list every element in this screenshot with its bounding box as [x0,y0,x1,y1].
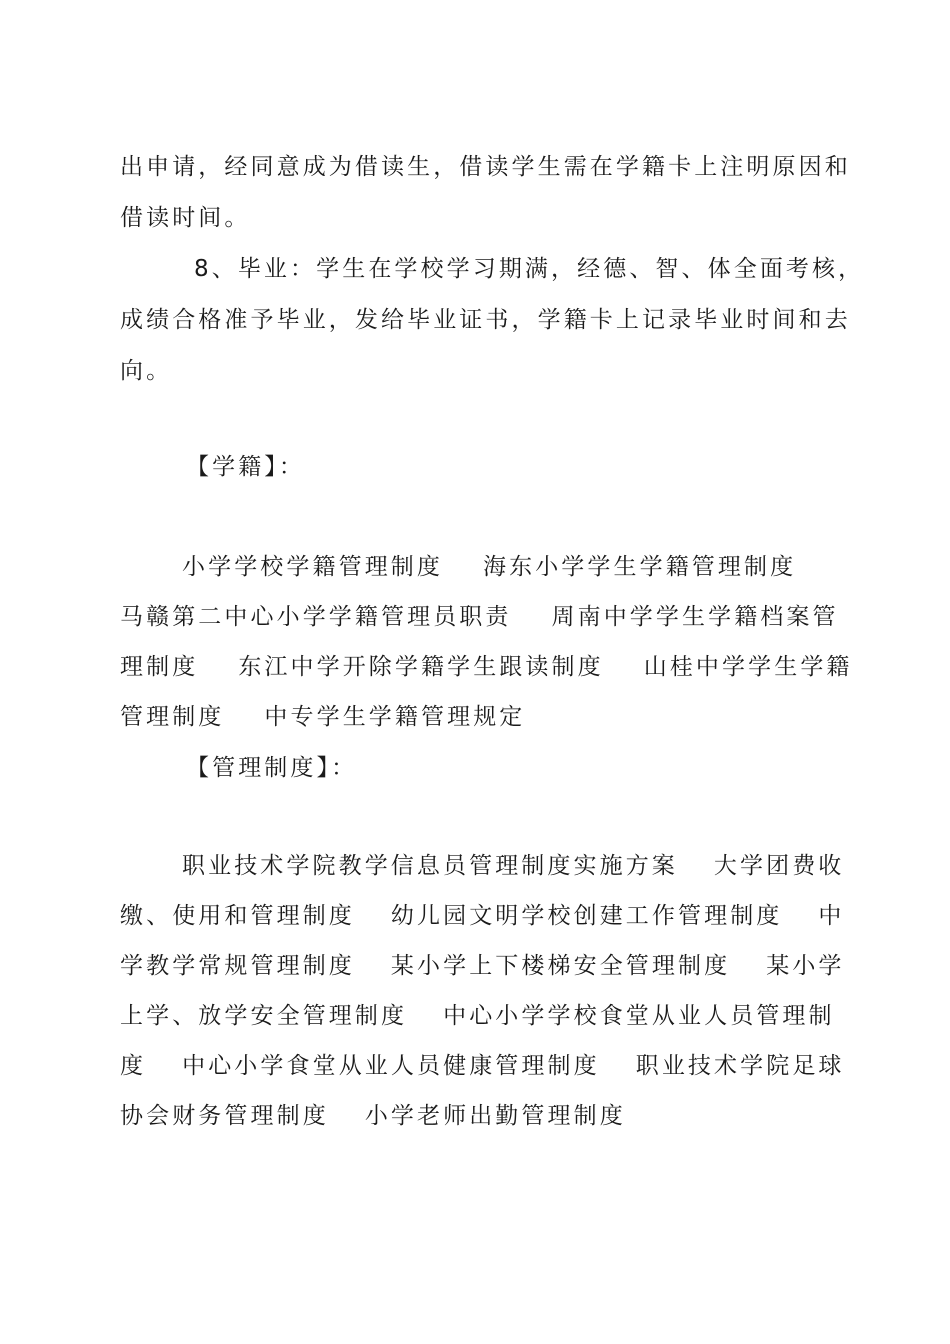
paragraph-line: 出申请，经同意成为借读生，借读学生需在学籍卡上注明原因和 [120,154,851,180]
related-links-line [120,951,845,981]
related-links-line [120,1101,626,1131]
related-link[interactable]: 幼儿园文明学校创建工作管理制度 [390,903,783,929]
related-link[interactable]: 度 [120,1053,147,1079]
related-link[interactable]: 山桂中学学生学籍 [643,654,853,680]
related-link[interactable]: 东江中学开除学籍学生跟读制度 [238,654,604,680]
related-links-line [120,702,525,732]
paragraph-line: 向。 [120,358,173,384]
related-link[interactable]: 学教学常规管理制度 [120,953,355,979]
related-links-line [120,1051,845,1081]
related-links-line [120,652,853,682]
related-link[interactable]: 大学团费收 [713,853,845,879]
related-link[interactable]: 上学、放学安全管理制度 [120,1003,408,1029]
section-heading: 【管理制度】： [186,755,358,781]
related-links-line [120,602,839,632]
related-link[interactable]: 职业技术学院足球 [635,1053,845,1079]
related-link[interactable]: 中心小学食堂从业人员健康管理制度 [182,1053,600,1079]
paragraph-line: 成绩合格准予毕业，发给毕业证书，学籍卡上记录毕业时间和去 [120,307,851,333]
related-link[interactable]: 职业技术学院教学信息员管理制度实施方案 [182,853,678,879]
related-links-line [182,552,796,582]
related-link[interactable]: 缴、使用和管理制度 [120,903,355,929]
related-link[interactable]: 某小学 [766,953,845,979]
related-link[interactable]: 中 [818,903,845,929]
related-links-line [182,851,844,881]
related-link[interactable]: 中心小学学校食堂从业人员管理制 [443,1003,835,1029]
related-link[interactable]: 小学学校学籍管理制度 [182,554,443,580]
related-links-line [120,901,845,931]
related-link[interactable]: 某小学上下楼梯安全管理制度 [390,953,731,979]
related-link[interactable]: 海东小学学生学籍管理制度 [483,554,797,580]
related-link[interactable]: 理制度 [120,654,199,680]
related-link[interactable]: 协会财务管理制度 [120,1103,329,1129]
related-link[interactable]: 中专学生学籍管理规定 [264,704,526,730]
related-link[interactable]: 马赣第二中心小学学籍管理员职责 [120,604,512,630]
related-link[interactable]: 周南中学学生学籍档案管 [551,604,839,630]
related-link[interactable]: 小学老师出勤管理制度 [364,1103,626,1129]
section-heading: 【学籍】： [186,454,305,480]
related-link[interactable]: 管理制度 [120,704,225,730]
paragraph-line: 8、毕业：学生在学校学习期满，经德、智、体全面考核， [194,256,865,282]
paragraph-line: 借读时间。 [120,205,251,231]
related-links-line [120,1001,835,1031]
